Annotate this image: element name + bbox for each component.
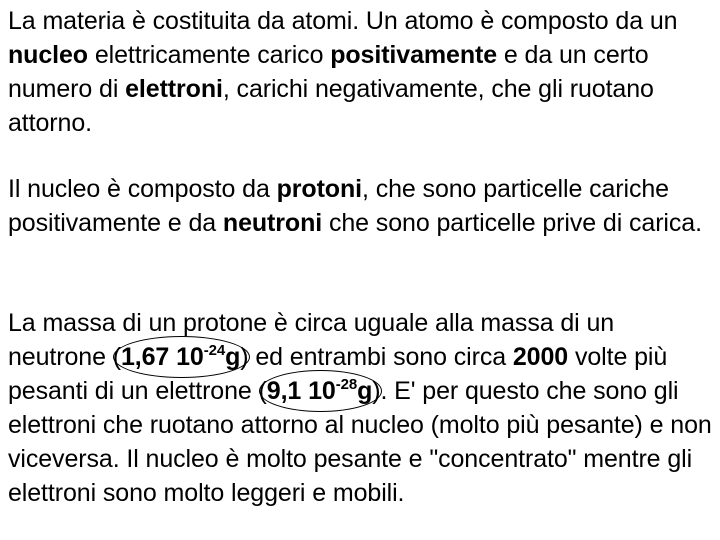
text-segment: , carichi negativamente, che gli ruotano attorno. <box>8 75 654 137</box>
term-positivamente: positivamente <box>330 41 498 69</box>
text-segment: e da un certo numero di <box>8 41 649 103</box>
text-segment: Il nucleo è composto da <box>8 175 277 203</box>
text-segment: elettricamente carico <box>87 41 331 69</box>
mass-ratio-value: 2000 <box>512 343 569 371</box>
text-segment: ). E' per questo che sono gli elettroni che ruotano attorno al nucleo (molto più pesante) e non viceversa. Il nucleo è molto pesante e "concentrato" mentre gli elettroni sono molto leggeri e mobili. <box>8 377 712 507</box>
electron-mass-base: 9,1 10 <box>266 377 336 405</box>
text-segment: volte più pesanti di un elettrone ( <box>8 343 668 405</box>
text-segment: La materia è costituita da atomi. Un atomo è composto da un <box>8 7 678 35</box>
proton-mass-base: 1,67 10 <box>120 343 204 371</box>
paragraph-nucleus-composition <box>8 172 716 240</box>
electron-mass-value <box>267 374 372 408</box>
term-nucleo: nucleo <box>8 41 88 69</box>
text-segment: La massa di un protone è circa uguale alla massa di un neutrone ( <box>8 309 615 371</box>
text-segment: ) ed entrambi sono circa <box>240 343 513 371</box>
text-segment: , che sono particelle cariche positivamente e da <box>8 175 669 237</box>
term-elettroni: elettroni <box>125 75 223 103</box>
proton-mass-value <box>121 340 240 374</box>
term-neutroni: neutroni <box>222 209 323 237</box>
proton-mass-unit: g <box>225 343 241 371</box>
electron-mass-unit: g <box>357 377 373 405</box>
paragraph-atom-structure <box>8 4 716 140</box>
proton-mass-exponent: -24 <box>203 342 226 359</box>
text-segment: che sono particelle prive di carica. <box>322 209 702 237</box>
paragraph-particle-masses <box>8 306 716 510</box>
electron-mass-exponent: -28 <box>335 376 358 393</box>
term-protoni: protoni <box>276 175 362 203</box>
